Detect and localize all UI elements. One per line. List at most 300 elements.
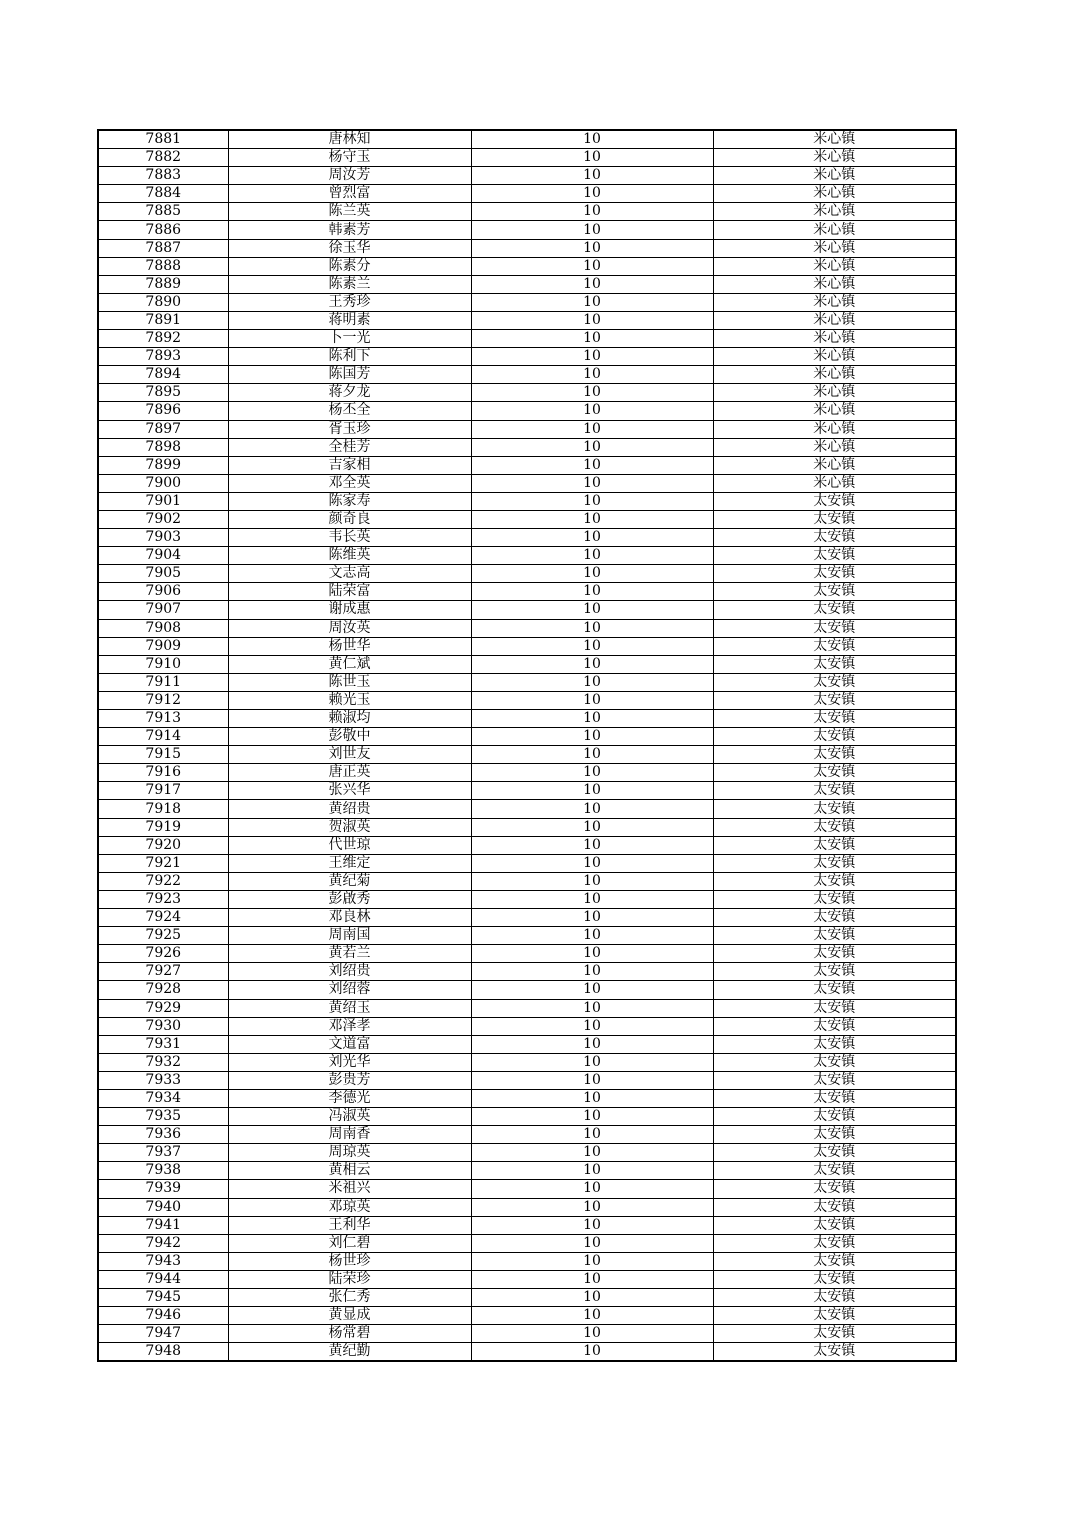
table-row bbox=[98, 402, 956, 420]
amount-cell: 10 bbox=[471, 221, 713, 239]
town-cell: 太安镇 bbox=[713, 764, 956, 782]
table-row bbox=[98, 601, 956, 619]
table-row bbox=[98, 673, 956, 691]
name-cell: 全桂芳 bbox=[228, 438, 471, 456]
town-cell: 太安镇 bbox=[713, 691, 956, 709]
town-cell: 太安镇 bbox=[713, 1289, 956, 1307]
table-row bbox=[98, 384, 956, 402]
amount-cell: 10 bbox=[471, 474, 713, 492]
town-cell: 太安镇 bbox=[713, 854, 956, 872]
name-cell: 唐林知 bbox=[228, 130, 471, 149]
amount-cell: 10 bbox=[471, 149, 713, 167]
table-row bbox=[98, 438, 956, 456]
row-number-cell: 7906 bbox=[98, 583, 228, 601]
town-cell: 太安镇 bbox=[713, 836, 956, 854]
amount-cell: 10 bbox=[471, 167, 713, 185]
table-body bbox=[98, 130, 956, 1361]
row-number-cell: 7948 bbox=[98, 1343, 228, 1362]
amount-cell: 10 bbox=[471, 854, 713, 872]
town-cell: 太安镇 bbox=[713, 1017, 956, 1035]
town-cell: 米心镇 bbox=[713, 149, 956, 167]
table-row bbox=[98, 565, 956, 583]
table-row bbox=[98, 293, 956, 311]
row-number-cell: 7882 bbox=[98, 149, 228, 167]
row-number-cell: 7885 bbox=[98, 203, 228, 221]
amount-cell: 10 bbox=[471, 999, 713, 1017]
town-cell: 太安镇 bbox=[713, 927, 956, 945]
name-cell: 杨常碧 bbox=[228, 1325, 471, 1343]
amount-cell: 10 bbox=[471, 456, 713, 474]
row-number-cell: 7934 bbox=[98, 1089, 228, 1107]
amount-cell: 10 bbox=[471, 402, 713, 420]
town-cell: 太安镇 bbox=[713, 1089, 956, 1107]
amount-cell: 10 bbox=[471, 872, 713, 890]
amount-cell: 10 bbox=[471, 1289, 713, 1307]
amount-cell: 10 bbox=[471, 691, 713, 709]
town-cell: 米心镇 bbox=[713, 275, 956, 293]
table-row bbox=[98, 275, 956, 293]
row-number-cell: 7890 bbox=[98, 293, 228, 311]
table-row bbox=[98, 1252, 956, 1270]
row-number-cell: 7893 bbox=[98, 348, 228, 366]
table-row bbox=[98, 909, 956, 927]
table-row bbox=[98, 366, 956, 384]
town-cell: 米心镇 bbox=[713, 203, 956, 221]
name-cell: 陈利下 bbox=[228, 348, 471, 366]
row-number-cell: 7945 bbox=[98, 1289, 228, 1307]
town-cell: 太安镇 bbox=[713, 1144, 956, 1162]
table-row bbox=[98, 492, 956, 510]
row-number-cell: 7924 bbox=[98, 909, 228, 927]
name-cell: 刘光华 bbox=[228, 1053, 471, 1071]
table-row bbox=[98, 764, 956, 782]
town-cell: 太安镇 bbox=[713, 510, 956, 528]
row-number-cell: 7930 bbox=[98, 1017, 228, 1035]
name-cell: 陈兰英 bbox=[228, 203, 471, 221]
name-cell: 文道富 bbox=[228, 1035, 471, 1053]
row-number-cell: 7923 bbox=[98, 890, 228, 908]
name-cell: 黄仁斌 bbox=[228, 655, 471, 673]
name-cell: 刘世友 bbox=[228, 746, 471, 764]
amount-cell: 10 bbox=[471, 619, 713, 637]
amount-cell: 10 bbox=[471, 1270, 713, 1288]
town-cell: 太安镇 bbox=[713, 1071, 956, 1089]
amount-cell: 10 bbox=[471, 673, 713, 691]
name-cell: 张兴华 bbox=[228, 782, 471, 800]
row-number-cell: 7918 bbox=[98, 800, 228, 818]
name-cell: 蒋夕龙 bbox=[228, 384, 471, 402]
row-number-cell: 7891 bbox=[98, 311, 228, 329]
table-row bbox=[98, 710, 956, 728]
row-number-cell: 7905 bbox=[98, 565, 228, 583]
town-cell: 太安镇 bbox=[713, 583, 956, 601]
town-cell: 米心镇 bbox=[713, 311, 956, 329]
town-cell: 太安镇 bbox=[713, 945, 956, 963]
amount-cell: 10 bbox=[471, 764, 713, 782]
table-row bbox=[98, 185, 956, 203]
row-number-cell: 7887 bbox=[98, 239, 228, 257]
amount-cell: 10 bbox=[471, 510, 713, 528]
row-number-cell: 7881 bbox=[98, 130, 228, 149]
town-cell: 太安镇 bbox=[713, 601, 956, 619]
amount-cell: 10 bbox=[471, 1108, 713, 1126]
name-cell: 彭贵芳 bbox=[228, 1071, 471, 1089]
row-number-cell: 7904 bbox=[98, 547, 228, 565]
row-number-cell: 7925 bbox=[98, 927, 228, 945]
town-cell: 米心镇 bbox=[713, 293, 956, 311]
row-number-cell: 7917 bbox=[98, 782, 228, 800]
town-cell: 太安镇 bbox=[713, 999, 956, 1017]
amount-cell: 10 bbox=[471, 330, 713, 348]
name-cell: 陈维英 bbox=[228, 547, 471, 565]
row-number-cell: 7899 bbox=[98, 456, 228, 474]
amount-cell: 10 bbox=[471, 1307, 713, 1325]
row-number-cell: 7926 bbox=[98, 945, 228, 963]
amount-cell: 10 bbox=[471, 836, 713, 854]
town-cell: 太安镇 bbox=[713, 529, 956, 547]
table-row bbox=[98, 1108, 956, 1126]
amount-cell: 10 bbox=[471, 311, 713, 329]
row-number-cell: 7942 bbox=[98, 1234, 228, 1252]
name-cell: 文志高 bbox=[228, 565, 471, 583]
town-cell: 太安镇 bbox=[713, 1343, 956, 1362]
name-cell: 邓全英 bbox=[228, 474, 471, 492]
name-cell: 胥玉珍 bbox=[228, 420, 471, 438]
table-row bbox=[98, 854, 956, 872]
table-row bbox=[98, 999, 956, 1017]
name-cell: 韦长英 bbox=[228, 529, 471, 547]
row-number-cell: 7901 bbox=[98, 492, 228, 510]
table-row bbox=[98, 1307, 956, 1325]
row-number-cell: 7900 bbox=[98, 474, 228, 492]
table-row bbox=[98, 1198, 956, 1216]
table-row bbox=[98, 1325, 956, 1343]
row-number-cell: 7932 bbox=[98, 1053, 228, 1071]
table-row bbox=[98, 474, 956, 492]
town-cell: 太安镇 bbox=[713, 1270, 956, 1288]
table-row bbox=[98, 872, 956, 890]
row-number-cell: 7910 bbox=[98, 655, 228, 673]
name-cell: 周琼英 bbox=[228, 1144, 471, 1162]
amount-cell: 10 bbox=[471, 1252, 713, 1270]
town-cell: 米心镇 bbox=[713, 167, 956, 185]
row-number-cell: 7884 bbox=[98, 185, 228, 203]
name-cell: 吉家相 bbox=[228, 456, 471, 474]
name-cell: 王秀珍 bbox=[228, 293, 471, 311]
row-number-cell: 7947 bbox=[98, 1325, 228, 1343]
table-row bbox=[98, 348, 956, 366]
town-cell: 米心镇 bbox=[713, 402, 956, 420]
row-number-cell: 7928 bbox=[98, 981, 228, 999]
town-cell: 太安镇 bbox=[713, 800, 956, 818]
row-number-cell: 7894 bbox=[98, 366, 228, 384]
name-cell: 周汝英 bbox=[228, 619, 471, 637]
amount-cell: 10 bbox=[471, 1234, 713, 1252]
row-number-cell: 7921 bbox=[98, 854, 228, 872]
table-row bbox=[98, 239, 956, 257]
town-cell: 米心镇 bbox=[713, 330, 956, 348]
name-cell: 赖光玉 bbox=[228, 691, 471, 709]
row-number-cell: 7931 bbox=[98, 1035, 228, 1053]
name-cell: 黄绍贵 bbox=[228, 800, 471, 818]
table-row bbox=[98, 1162, 956, 1180]
row-number-cell: 7943 bbox=[98, 1252, 228, 1270]
amount-cell: 10 bbox=[471, 438, 713, 456]
name-cell: 谢成惠 bbox=[228, 601, 471, 619]
row-number-cell: 7938 bbox=[98, 1162, 228, 1180]
table-row bbox=[98, 818, 956, 836]
town-cell: 米心镇 bbox=[713, 420, 956, 438]
name-cell: 韩素芳 bbox=[228, 221, 471, 239]
name-cell: 贺淑英 bbox=[228, 818, 471, 836]
town-cell: 太安镇 bbox=[713, 1198, 956, 1216]
table-row bbox=[98, 257, 956, 275]
name-cell: 李德光 bbox=[228, 1089, 471, 1107]
name-cell: 刘绍贵 bbox=[228, 963, 471, 981]
name-cell: 周汝芳 bbox=[228, 167, 471, 185]
town-cell: 太安镇 bbox=[713, 909, 956, 927]
amount-cell: 10 bbox=[471, 185, 713, 203]
amount-cell: 10 bbox=[471, 1089, 713, 1107]
town-cell: 太安镇 bbox=[713, 655, 956, 673]
table-row bbox=[98, 890, 956, 908]
town-cell: 米心镇 bbox=[713, 257, 956, 275]
table-row bbox=[98, 149, 956, 167]
town-cell: 米心镇 bbox=[713, 384, 956, 402]
town-cell: 太安镇 bbox=[713, 818, 956, 836]
amount-cell: 10 bbox=[471, 655, 713, 673]
town-cell: 太安镇 bbox=[713, 1234, 956, 1252]
amount-cell: 10 bbox=[471, 637, 713, 655]
town-cell: 太安镇 bbox=[713, 1180, 956, 1198]
table-row bbox=[98, 1270, 956, 1288]
row-number-cell: 7912 bbox=[98, 691, 228, 709]
town-cell: 太安镇 bbox=[713, 872, 956, 890]
name-cell: 蒋明素 bbox=[228, 311, 471, 329]
town-cell: 太安镇 bbox=[713, 746, 956, 764]
town-cell: 米心镇 bbox=[713, 185, 956, 203]
town-cell: 米心镇 bbox=[713, 239, 956, 257]
amount-cell: 10 bbox=[471, 601, 713, 619]
row-number-cell: 7936 bbox=[98, 1126, 228, 1144]
town-cell: 太安镇 bbox=[713, 890, 956, 908]
town-cell: 太安镇 bbox=[713, 1162, 956, 1180]
name-cell: 邓琼英 bbox=[228, 1198, 471, 1216]
table-row bbox=[98, 963, 956, 981]
row-number-cell: 7908 bbox=[98, 619, 228, 637]
name-cell: 王利华 bbox=[228, 1216, 471, 1234]
amount-cell: 10 bbox=[471, 981, 713, 999]
amount-cell: 10 bbox=[471, 130, 713, 149]
name-cell: 杨丕全 bbox=[228, 402, 471, 420]
amount-cell: 10 bbox=[471, 565, 713, 583]
town-cell: 太安镇 bbox=[713, 1126, 956, 1144]
name-cell: 代世琼 bbox=[228, 836, 471, 854]
table-row bbox=[98, 800, 956, 818]
name-cell: 陈世玉 bbox=[228, 673, 471, 691]
amount-cell: 10 bbox=[471, 1053, 713, 1071]
table-row bbox=[98, 1089, 956, 1107]
row-number-cell: 7922 bbox=[98, 872, 228, 890]
row-number-cell: 7939 bbox=[98, 1180, 228, 1198]
table-row bbox=[98, 1071, 956, 1089]
table-row bbox=[98, 1144, 956, 1162]
amount-cell: 10 bbox=[471, 710, 713, 728]
row-number-cell: 7915 bbox=[98, 746, 228, 764]
amount-cell: 10 bbox=[471, 1017, 713, 1035]
town-cell: 太安镇 bbox=[713, 637, 956, 655]
table-row bbox=[98, 1343, 956, 1362]
row-number-cell: 7897 bbox=[98, 420, 228, 438]
row-number-cell: 7927 bbox=[98, 963, 228, 981]
amount-cell: 10 bbox=[471, 239, 713, 257]
name-cell: 邓泽孝 bbox=[228, 1017, 471, 1035]
table-row bbox=[98, 927, 956, 945]
amount-cell: 10 bbox=[471, 384, 713, 402]
table-row bbox=[98, 1035, 956, 1053]
town-cell: 米心镇 bbox=[713, 348, 956, 366]
table-row bbox=[98, 510, 956, 528]
amount-cell: 10 bbox=[471, 1198, 713, 1216]
name-cell: 冯淑英 bbox=[228, 1108, 471, 1126]
table-row bbox=[98, 945, 956, 963]
name-cell: 陈国芳 bbox=[228, 366, 471, 384]
amount-cell: 10 bbox=[471, 1126, 713, 1144]
table-row bbox=[98, 311, 956, 329]
amount-cell: 10 bbox=[471, 366, 713, 384]
town-cell: 太安镇 bbox=[713, 963, 956, 981]
row-number-cell: 7913 bbox=[98, 710, 228, 728]
row-number-cell: 7916 bbox=[98, 764, 228, 782]
table-row bbox=[98, 456, 956, 474]
name-cell: 刘仁碧 bbox=[228, 1234, 471, 1252]
town-cell: 太安镇 bbox=[713, 1216, 956, 1234]
table-row bbox=[98, 547, 956, 565]
town-cell: 米心镇 bbox=[713, 456, 956, 474]
table-row bbox=[98, 981, 956, 999]
amount-cell: 10 bbox=[471, 275, 713, 293]
row-number-cell: 7902 bbox=[98, 510, 228, 528]
amount-cell: 10 bbox=[471, 1325, 713, 1343]
town-cell: 太安镇 bbox=[713, 1307, 956, 1325]
amount-cell: 10 bbox=[471, 420, 713, 438]
table-row bbox=[98, 1017, 956, 1035]
row-number-cell: 7935 bbox=[98, 1108, 228, 1126]
town-cell: 太安镇 bbox=[713, 619, 956, 637]
name-cell: 杨守玉 bbox=[228, 149, 471, 167]
amount-cell: 10 bbox=[471, 945, 713, 963]
table-row bbox=[98, 836, 956, 854]
name-cell: 杨世珍 bbox=[228, 1252, 471, 1270]
name-cell: 黄纪勤 bbox=[228, 1343, 471, 1362]
name-cell: 黄绍玉 bbox=[228, 999, 471, 1017]
name-cell: 陈家寿 bbox=[228, 492, 471, 510]
row-number-cell: 7933 bbox=[98, 1071, 228, 1089]
name-cell: 黄显成 bbox=[228, 1307, 471, 1325]
town-cell: 太安镇 bbox=[713, 1108, 956, 1126]
town-cell: 太安镇 bbox=[713, 728, 956, 746]
name-cell: 黄纪菊 bbox=[228, 872, 471, 890]
name-cell: 徐玉华 bbox=[228, 239, 471, 257]
row-number-cell: 7909 bbox=[98, 637, 228, 655]
amount-cell: 10 bbox=[471, 583, 713, 601]
row-number-cell: 7888 bbox=[98, 257, 228, 275]
amount-cell: 10 bbox=[471, 890, 713, 908]
amount-cell: 10 bbox=[471, 909, 713, 927]
name-cell: 杨世华 bbox=[228, 637, 471, 655]
table-row bbox=[98, 529, 956, 547]
town-cell: 太安镇 bbox=[713, 710, 956, 728]
table-row bbox=[98, 203, 956, 221]
town-cell: 太安镇 bbox=[713, 492, 956, 510]
name-cell: 周南香 bbox=[228, 1126, 471, 1144]
row-number-cell: 7919 bbox=[98, 818, 228, 836]
row-number-cell: 7889 bbox=[98, 275, 228, 293]
table-row bbox=[98, 221, 956, 239]
row-number-cell: 7937 bbox=[98, 1144, 228, 1162]
amount-cell: 10 bbox=[471, 348, 713, 366]
name-cell: 黄相云 bbox=[228, 1162, 471, 1180]
amount-cell: 10 bbox=[471, 818, 713, 836]
town-cell: 太安镇 bbox=[713, 1252, 956, 1270]
town-cell: 太安镇 bbox=[713, 1035, 956, 1053]
row-number-cell: 7911 bbox=[98, 673, 228, 691]
town-cell: 太安镇 bbox=[713, 1325, 956, 1343]
row-number-cell: 7896 bbox=[98, 402, 228, 420]
table-row bbox=[98, 130, 956, 149]
town-cell: 太安镇 bbox=[713, 981, 956, 999]
row-number-cell: 7941 bbox=[98, 1216, 228, 1234]
amount-cell: 10 bbox=[471, 257, 713, 275]
table-row bbox=[98, 637, 956, 655]
name-cell: 陆荣珍 bbox=[228, 1270, 471, 1288]
amount-cell: 10 bbox=[471, 1071, 713, 1089]
row-number-cell: 7914 bbox=[98, 728, 228, 746]
name-cell: 彭啟秀 bbox=[228, 890, 471, 908]
name-cell: 颜奇良 bbox=[228, 510, 471, 528]
amount-cell: 10 bbox=[471, 203, 713, 221]
amount-cell: 10 bbox=[471, 547, 713, 565]
table-row bbox=[98, 167, 956, 185]
row-number-cell: 7883 bbox=[98, 167, 228, 185]
table-row bbox=[98, 1126, 956, 1144]
name-cell: 陈素兰 bbox=[228, 275, 471, 293]
row-number-cell: 7929 bbox=[98, 999, 228, 1017]
amount-cell: 10 bbox=[471, 1343, 713, 1362]
town-cell: 太安镇 bbox=[713, 673, 956, 691]
town-cell: 米心镇 bbox=[713, 438, 956, 456]
table-row bbox=[98, 583, 956, 601]
name-cell: 陆荣富 bbox=[228, 583, 471, 601]
amount-cell: 10 bbox=[471, 746, 713, 764]
table-row bbox=[98, 691, 956, 709]
name-cell: 彭敬中 bbox=[228, 728, 471, 746]
town-cell: 米心镇 bbox=[713, 366, 956, 384]
name-cell: 陈素分 bbox=[228, 257, 471, 275]
row-number-cell: 7920 bbox=[98, 836, 228, 854]
name-cell: 卜一光 bbox=[228, 330, 471, 348]
name-cell: 周南国 bbox=[228, 927, 471, 945]
name-cell: 曾烈富 bbox=[228, 185, 471, 203]
town-cell: 米心镇 bbox=[713, 130, 956, 149]
table-row bbox=[98, 1053, 956, 1071]
row-number-cell: 7903 bbox=[98, 529, 228, 547]
row-number-cell: 7907 bbox=[98, 601, 228, 619]
data-table bbox=[97, 129, 957, 1362]
name-cell: 米祖兴 bbox=[228, 1180, 471, 1198]
table-row bbox=[98, 782, 956, 800]
row-number-cell: 7946 bbox=[98, 1307, 228, 1325]
